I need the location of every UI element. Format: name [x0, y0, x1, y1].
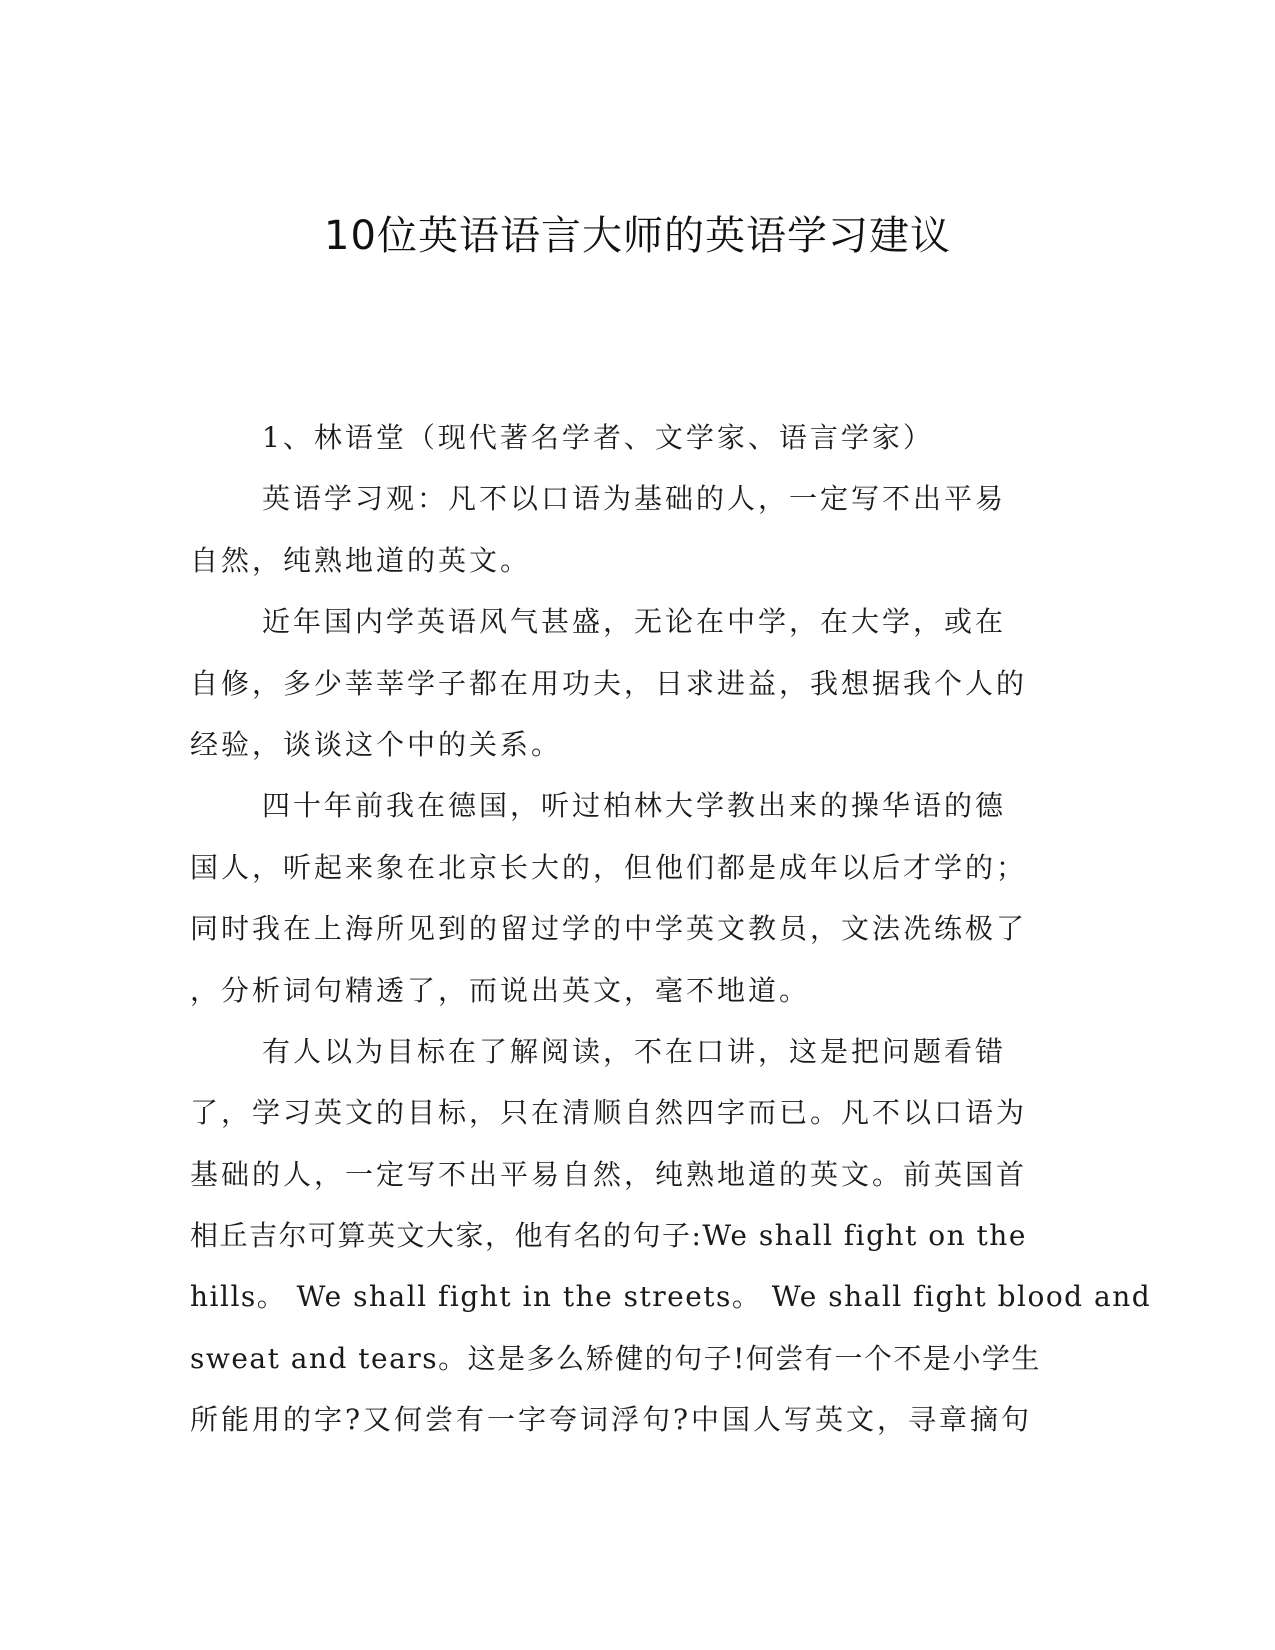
document-body: [190, 407, 1152, 1451]
paragraph-line: sweat and tears。这是多么矫健的句子!何尝有一个不是小学生: [190, 1341, 1041, 1375]
paragraph-line: ，分析词句精透了，而说出英文，毫不地道。: [190, 973, 811, 1007]
paragraph-line: 了，学习英文的目标，只在清顺自然四字而已。凡不以口语为: [190, 1096, 1028, 1130]
paragraph-line: 经验，谈谈这个中的关系。: [190, 727, 563, 761]
paragraph-line: 英语学习观：凡不以口语为基础的人，一定写不出平易: [262, 482, 1007, 516]
document-title: 10位英语语言大师的英语学习建议: [324, 213, 951, 259]
paragraph-line: hills。 We shall fight in the streets。 We shall fight blood and: [190, 1280, 1152, 1314]
paragraph-line: 所能用的字?又何尝有一字夸词浮句?中国人写英文，寻章摘句: [190, 1403, 1033, 1437]
paragraph-line: 自修，多少莘莘学子都在用功夫，日求进益，我想据我个人的: [190, 666, 1028, 700]
paragraph-line: 相丘吉尔可算英文大家，他有名的句子:We shall fight on the: [190, 1219, 1027, 1253]
paragraph-line: 同时我在上海所见到的留过学的中学英文教员，文法冼练极了: [190, 912, 1028, 946]
paragraph-line: 基础的人，一定写不出平易自然，纯熟地道的英文。前英国首: [190, 1157, 1028, 1191]
paragraph-line: 自然，纯熟地道的英文。: [190, 543, 532, 577]
section-heading: 1、林语堂（现代著名学者、文学家、语言学家）: [262, 421, 934, 454]
paragraph-line: 国人，听起来象在北京长大的，但他们都是成年以后才学的；: [190, 850, 1028, 884]
paragraph-line: 近年国内学英语风气甚盛，无论在中学，在大学，或在: [262, 605, 1007, 639]
paragraph-line: 有人以为目标在了解阅读，不在口讲，这是把问题看错: [262, 1034, 1007, 1068]
paragraph-line: 四十年前我在德国，听过柏林大学教出来的操华语的德: [262, 789, 1007, 823]
